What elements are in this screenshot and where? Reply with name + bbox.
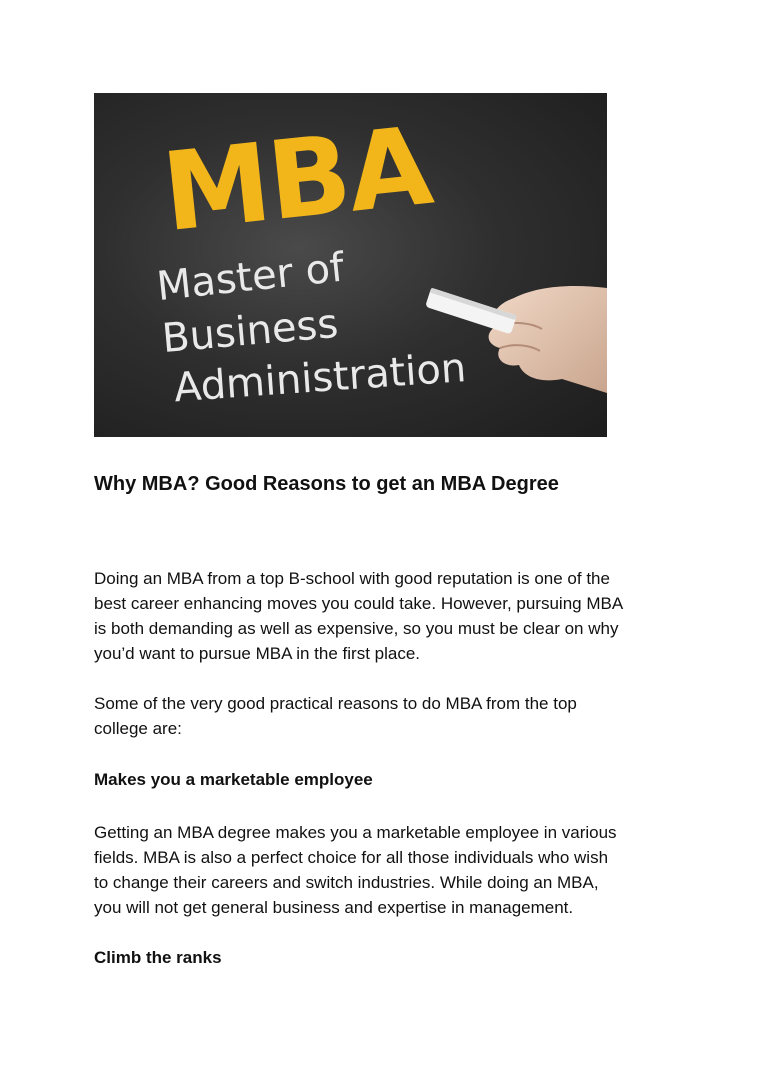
hero-image <box>94 93 607 437</box>
section-heading-marketable: Makes you a marketable employee <box>94 770 373 789</box>
section-heading-climb: Climb the ranks <box>94 948 222 967</box>
intro-paragraph: Doing an MBA from a top B-school with good reputation is one of the best career enhancing moves you could take. However, pursuing MBA is both demanding as well as expensive, so you must be clear on why you’d want to pursue MBA in the first place. <box>94 569 624 663</box>
hero-headline: MBA <box>157 103 437 257</box>
hand-icon <box>489 286 607 393</box>
chalkboard-illustration <box>94 93 607 437</box>
hero-line-1: Master of <box>154 244 347 311</box>
hero-line-2: Business <box>160 300 340 363</box>
reasons-intro-paragraph: Some of the very good practical reasons to do MBA from the top college are: <box>94 694 577 738</box>
hero-line-3: Administration <box>172 345 468 412</box>
chalk-stick-icon <box>425 288 517 335</box>
document-title: Why MBA? Good Reasons to get an MBA Degree <box>94 473 559 495</box>
section-paragraph-marketable: Getting an MBA degree makes you a marketable employee in various fields. MBA is also a perfect choice for all those individuals who wish to change their careers and switch industries. While doing an MBA, you will not get general business and expertise in management. <box>94 823 617 917</box>
